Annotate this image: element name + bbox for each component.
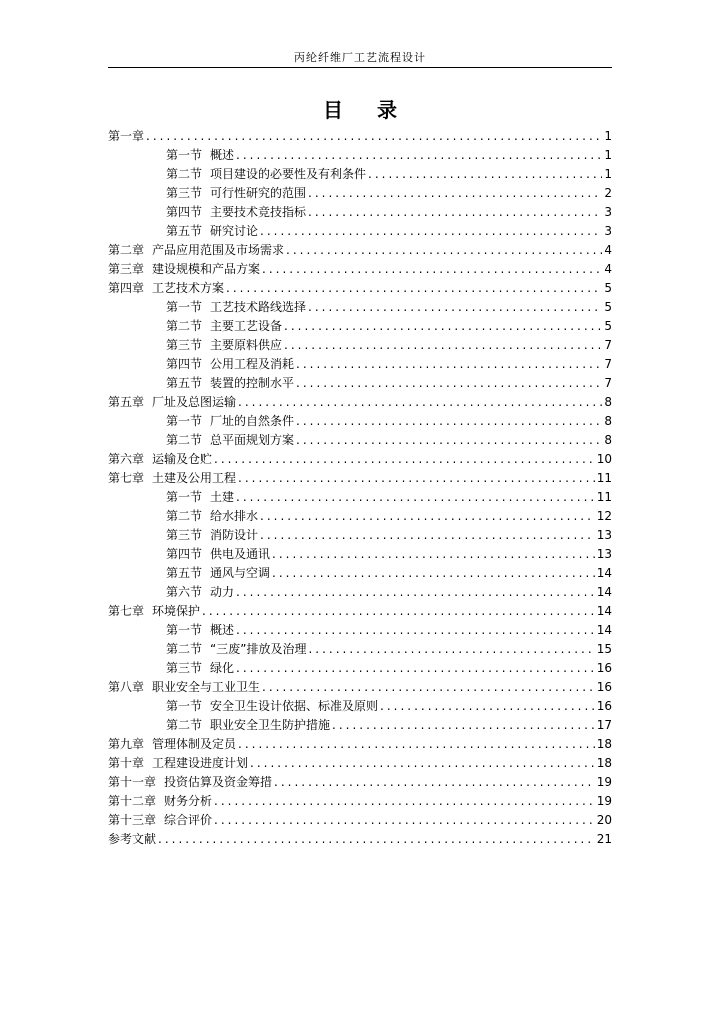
toc-page-number: 11 [596,490,612,504]
toc-entry-label [166,300,306,315]
toc-section-entry[interactable] [108,524,612,543]
dot-leader [296,357,602,372]
toc-entry-label [108,604,200,619]
dot-leader [332,718,595,733]
toc-chapter-entry[interactable] [108,600,612,619]
dot-leader [260,509,595,524]
dot-leader [296,376,602,391]
toc-entry-number: 第二节 [166,319,203,333]
toc-page-number: 12 [596,509,612,523]
toc-page-number: 16 [596,661,612,675]
toc-entry-label [166,148,234,163]
toc-entry-title: 供电及通讯 [210,547,271,561]
toc-entry-title: 消防设计 [210,528,259,542]
toc-entry-number: 第五节 [166,566,203,580]
toc-page-number: 11 [596,471,612,485]
toc-section-entry[interactable] [108,543,612,562]
toc-entry-title: 土建及公用工程 [152,471,237,485]
toc-page-number: 8 [604,395,612,409]
dot-leader [214,452,595,467]
toc-entry-label [108,737,236,752]
toc-page-number: 7 [604,338,612,352]
toc-page-number: 20 [596,813,612,827]
toc-entry-label [166,319,282,334]
toc-entry-title: 公用工程及消耗 [210,357,295,371]
dot-leader [236,661,595,676]
dot-leader [158,832,595,847]
toc-page-number: 21 [596,832,612,846]
dot-leader [236,490,595,505]
toc-entry-label [166,338,282,353]
toc-page-number: 14 [596,604,612,618]
toc-page-number: 3 [604,205,612,219]
dot-leader [146,129,602,144]
toc-page-number: 4 [604,243,612,257]
toc-chapter-entry[interactable] [108,258,612,277]
toc-entry-number: 第十三章 [108,813,157,827]
toc-entry-number: 第二节 [166,433,203,447]
dot-leader [308,186,602,201]
toc-entry-number: 第一节 [166,148,203,162]
toc-entry-title: 主要技术竞技指标 [210,205,307,219]
toc-entry-label [166,186,306,201]
toc-page-number: 19 [596,775,612,789]
dot-leader [214,794,595,809]
toc-entry-number: 第十二章 [108,794,157,808]
toc-entry-number: 第九章 [108,737,145,751]
toc-section-entry[interactable] [108,315,612,334]
dot-leader [260,528,595,543]
toc-section-entry[interactable] [108,429,612,448]
toc-section-entry[interactable] [108,372,612,391]
toc-entry-title: 主要工艺设备 [210,319,283,333]
toc-entry-number: 第四节 [166,357,203,371]
toc-entry-title: 动力 [210,585,235,599]
toc-section-entry[interactable] [108,144,612,163]
dot-leader [368,167,602,182]
toc-entry-title: 管理体制及定员 [152,737,237,751]
dot-leader [296,414,602,429]
toc-section-entry[interactable] [108,657,612,676]
dot-leader [274,775,595,790]
toc-entry-title: 投资估算及资金筹措 [164,775,273,789]
toc-entry-title: 工艺技术路线选择 [210,300,307,314]
toc-chapter-entry[interactable] [108,790,612,809]
dot-leader [238,737,595,752]
toc-page-number: 2 [604,186,612,200]
toc-entry-number: 第六节 [166,585,203,599]
toc-entry-label [108,756,248,771]
toc-page-number: 8 [604,433,612,447]
dot-leader [260,224,602,239]
toc-entry-label [108,813,212,828]
toc-entry-title: 主要原料供应 [210,338,283,352]
dot-leader [262,262,602,277]
toc-entry-label [166,205,306,220]
toc-page-number: 14 [596,585,612,599]
toc-page-number: 19 [596,794,612,808]
toc-page-number: 18 [596,737,612,751]
dot-leader [308,300,602,315]
toc-page-number: 3 [604,224,612,238]
toc-entry-label [108,452,212,467]
dot-leader [226,281,602,296]
toc-entry-label [108,680,260,695]
dot-leader [236,148,602,163]
toc-entry-number: 第一章 [108,129,145,143]
toc-entry-label [166,642,306,657]
toc-entry-label [166,490,234,505]
toc-chapter-entry[interactable] [108,467,612,486]
toc-section-entry[interactable] [108,182,612,201]
toc-entry-number: 第七章 [108,471,145,485]
toc-section-entry[interactable] [108,638,612,657]
toc-entry-title: “三废”排放及治理 [210,642,307,656]
toc-entry-label [108,775,272,790]
toc-entry-label [166,376,294,391]
toc-entry-label [166,167,366,182]
toc-entry-label [166,528,258,543]
toc-entry-title: 运输及仓贮 [152,452,213,466]
toc-page-number: 5 [604,319,612,333]
dot-leader [286,243,602,258]
toc-page-number: 14 [596,623,612,637]
dot-leader [238,395,602,410]
toc-entry-title: 建设规模和产品方案 [152,262,261,276]
dot-leader [214,813,595,828]
dot-leader [296,433,602,448]
toc-entry-title: 项目建设的必要性及有利条件 [210,167,367,181]
dot-leader [272,566,595,581]
toc-entry-title: 综合评价 [164,813,213,827]
toc-section-entry[interactable] [108,220,612,239]
toc-entry-title: 工艺技术方案 [152,281,225,295]
toc-section-entry[interactable] [108,410,612,429]
toc-page-number: 16 [596,680,612,694]
toc-entry-title: 工程建设进度计划 [152,756,249,770]
toc-entry-title: 职业安全卫生防护措施 [210,718,331,732]
dot-leader [236,585,595,600]
toc-entry-number: 第十章 [108,756,145,770]
toc-entry-label [108,281,224,296]
header-divider [108,67,612,68]
toc-section-entry[interactable] [108,581,612,600]
toc-chapter-entry[interactable] [108,277,612,296]
toc-entry-number: 第三节 [166,338,203,352]
toc-entry-number: 第二节 [166,718,203,732]
toc-entry-number: 第二节 [166,642,203,656]
toc-entry-label [166,566,270,581]
toc-chapter-entry[interactable] [108,828,612,847]
toc-page-number: 18 [596,756,612,770]
toc-page-number: 5 [604,281,612,295]
toc-section-entry[interactable] [108,201,612,220]
toc-entry-number: 第四节 [166,547,203,561]
toc-entry-label [108,395,236,410]
toc-chapter-entry[interactable] [108,733,612,752]
dot-leader [238,471,595,486]
toc-page-number: 5 [604,300,612,314]
toc-entry-title: 绿化 [210,661,235,675]
toc-entry-label [166,433,294,448]
toc-entry-title: 财务分析 [164,794,213,808]
toc-entry-number: 第六章 [108,452,145,466]
toc-entry-label [108,832,156,847]
toc-page-number: 13 [596,528,612,542]
toc-page-number: 1 [604,148,612,162]
toc-entry-label [166,699,378,714]
dot-leader [308,642,594,657]
toc-entry-number: 第二章 [108,243,145,257]
toc-chapter-entry[interactable] [108,771,612,790]
toc-entry-number: 第二节 [166,509,203,523]
toc-chapter-entry[interactable] [108,239,612,258]
toc-entry-number: 第一节 [166,623,203,637]
dot-leader [284,338,602,353]
dot-leader [272,547,595,562]
dot-leader [284,319,602,334]
toc-entry-number: 第三节 [166,661,203,675]
toc-page-number: 13 [596,547,612,561]
toc-entry-label [108,794,212,809]
toc-chapter-entry[interactable] [108,809,612,828]
toc-page-number: 8 [604,414,612,428]
toc-entry-title: 概述 [210,148,235,162]
toc-page-number: 1 [604,167,612,181]
toc-entry-number: 第十一章 [108,775,157,789]
toc-entry-title: 概述 [210,623,235,637]
toc-entry-label [108,262,260,277]
toc-entry-number: 第一节 [166,414,203,428]
toc-page-number: 10 [596,452,612,466]
toc-entry-label [166,585,234,600]
toc-section-entry[interactable] [108,334,612,353]
dot-leader [308,205,602,220]
toc-entry-label [108,129,144,144]
dot-leader [262,680,595,695]
toc-entry-title: 环境保护 [152,604,201,618]
toc-title: 目录 [323,98,431,122]
running-header: 丙纶纤维厂工艺流程设计 [294,51,426,64]
toc-entry-number: 第五节 [166,376,203,390]
dot-leader [250,756,595,771]
toc-chapter-entry[interactable] [108,391,612,410]
dot-leader [202,604,595,619]
toc-entry-title: 可行性研究的范围 [210,186,307,200]
toc-section-entry[interactable] [108,163,612,182]
toc-entry-number: 第五节 [166,224,203,238]
toc-section-entry[interactable] [108,714,612,733]
toc-chapter-entry[interactable] [108,125,612,144]
toc-section-entry[interactable] [108,505,612,524]
toc-entry-title: 厂址及总图运输 [152,395,237,409]
toc-entry-title: 产品应用范围及市场需求 [152,243,285,257]
toc-entry-number: 第五章 [108,395,145,409]
toc-entry-label [166,224,258,239]
toc-entry-number: 第一节 [166,490,203,504]
toc-entry-number: 第四节 [166,205,203,219]
table-of-contents [108,125,612,847]
toc-page-number: 4 [604,262,612,276]
toc-entry-title: 土建 [210,490,235,504]
toc-page-number: 15 [596,642,612,656]
toc-entry-number: 第三节 [166,186,203,200]
toc-entry-label [166,661,234,676]
toc-entry-title: 职业安全与工业卫生 [152,680,261,694]
toc-section-entry[interactable] [108,296,612,315]
toc-entry-title: 安全卫生设计依据、标准及原则 [210,699,379,713]
toc-chapter-entry[interactable] [108,676,612,695]
toc-entry-label [166,357,294,372]
toc-entry-number: 第一节 [166,699,203,713]
toc-chapter-entry[interactable] [108,752,612,771]
dot-leader [236,623,595,638]
toc-entry-label [166,623,234,638]
toc-section-entry[interactable] [108,695,612,714]
toc-entry-number: 第二节 [166,167,203,181]
toc-section-entry[interactable] [108,353,612,372]
toc-entry-number: 第一节 [166,300,203,314]
toc-entry-label [166,414,294,429]
toc-entry-title: 总平面规划方案 [210,433,295,447]
toc-entry-number: 第四章 [108,281,145,295]
toc-entry-label [108,471,236,486]
toc-entry-title: 研究讨论 [210,224,259,238]
toc-page-number: 7 [604,376,612,390]
toc-entry-number: 第三节 [166,528,203,542]
dot-leader [380,699,595,714]
toc-page-number: 16 [596,699,612,713]
toc-chapter-entry[interactable] [108,448,612,467]
toc-entry-title: 通风与空调 [210,566,271,580]
toc-entry-label [108,243,284,258]
toc-page-number: 7 [604,357,612,371]
toc-page-number: 17 [596,718,612,732]
toc-entry-number: 第三章 [108,262,145,276]
toc-page-number: 14 [596,566,612,580]
toc-entry-label [166,509,258,524]
toc-entry-label [166,718,330,733]
toc-page-number: 1 [604,129,612,143]
toc-entry-number: 第八章 [108,680,145,694]
toc-entry-title: 给水排水 [210,509,259,523]
toc-entry-title: 装置的控制水平 [210,376,295,390]
toc-entry-title: 厂址的自然条件 [210,414,295,428]
toc-entry-number: 第七章 [108,604,145,618]
toc-section-entry[interactable] [108,619,612,638]
toc-section-entry[interactable] [108,562,612,581]
toc-entry-number: 参考文献 [108,832,157,846]
toc-entry-label [166,547,270,562]
toc-section-entry[interactable] [108,486,612,505]
